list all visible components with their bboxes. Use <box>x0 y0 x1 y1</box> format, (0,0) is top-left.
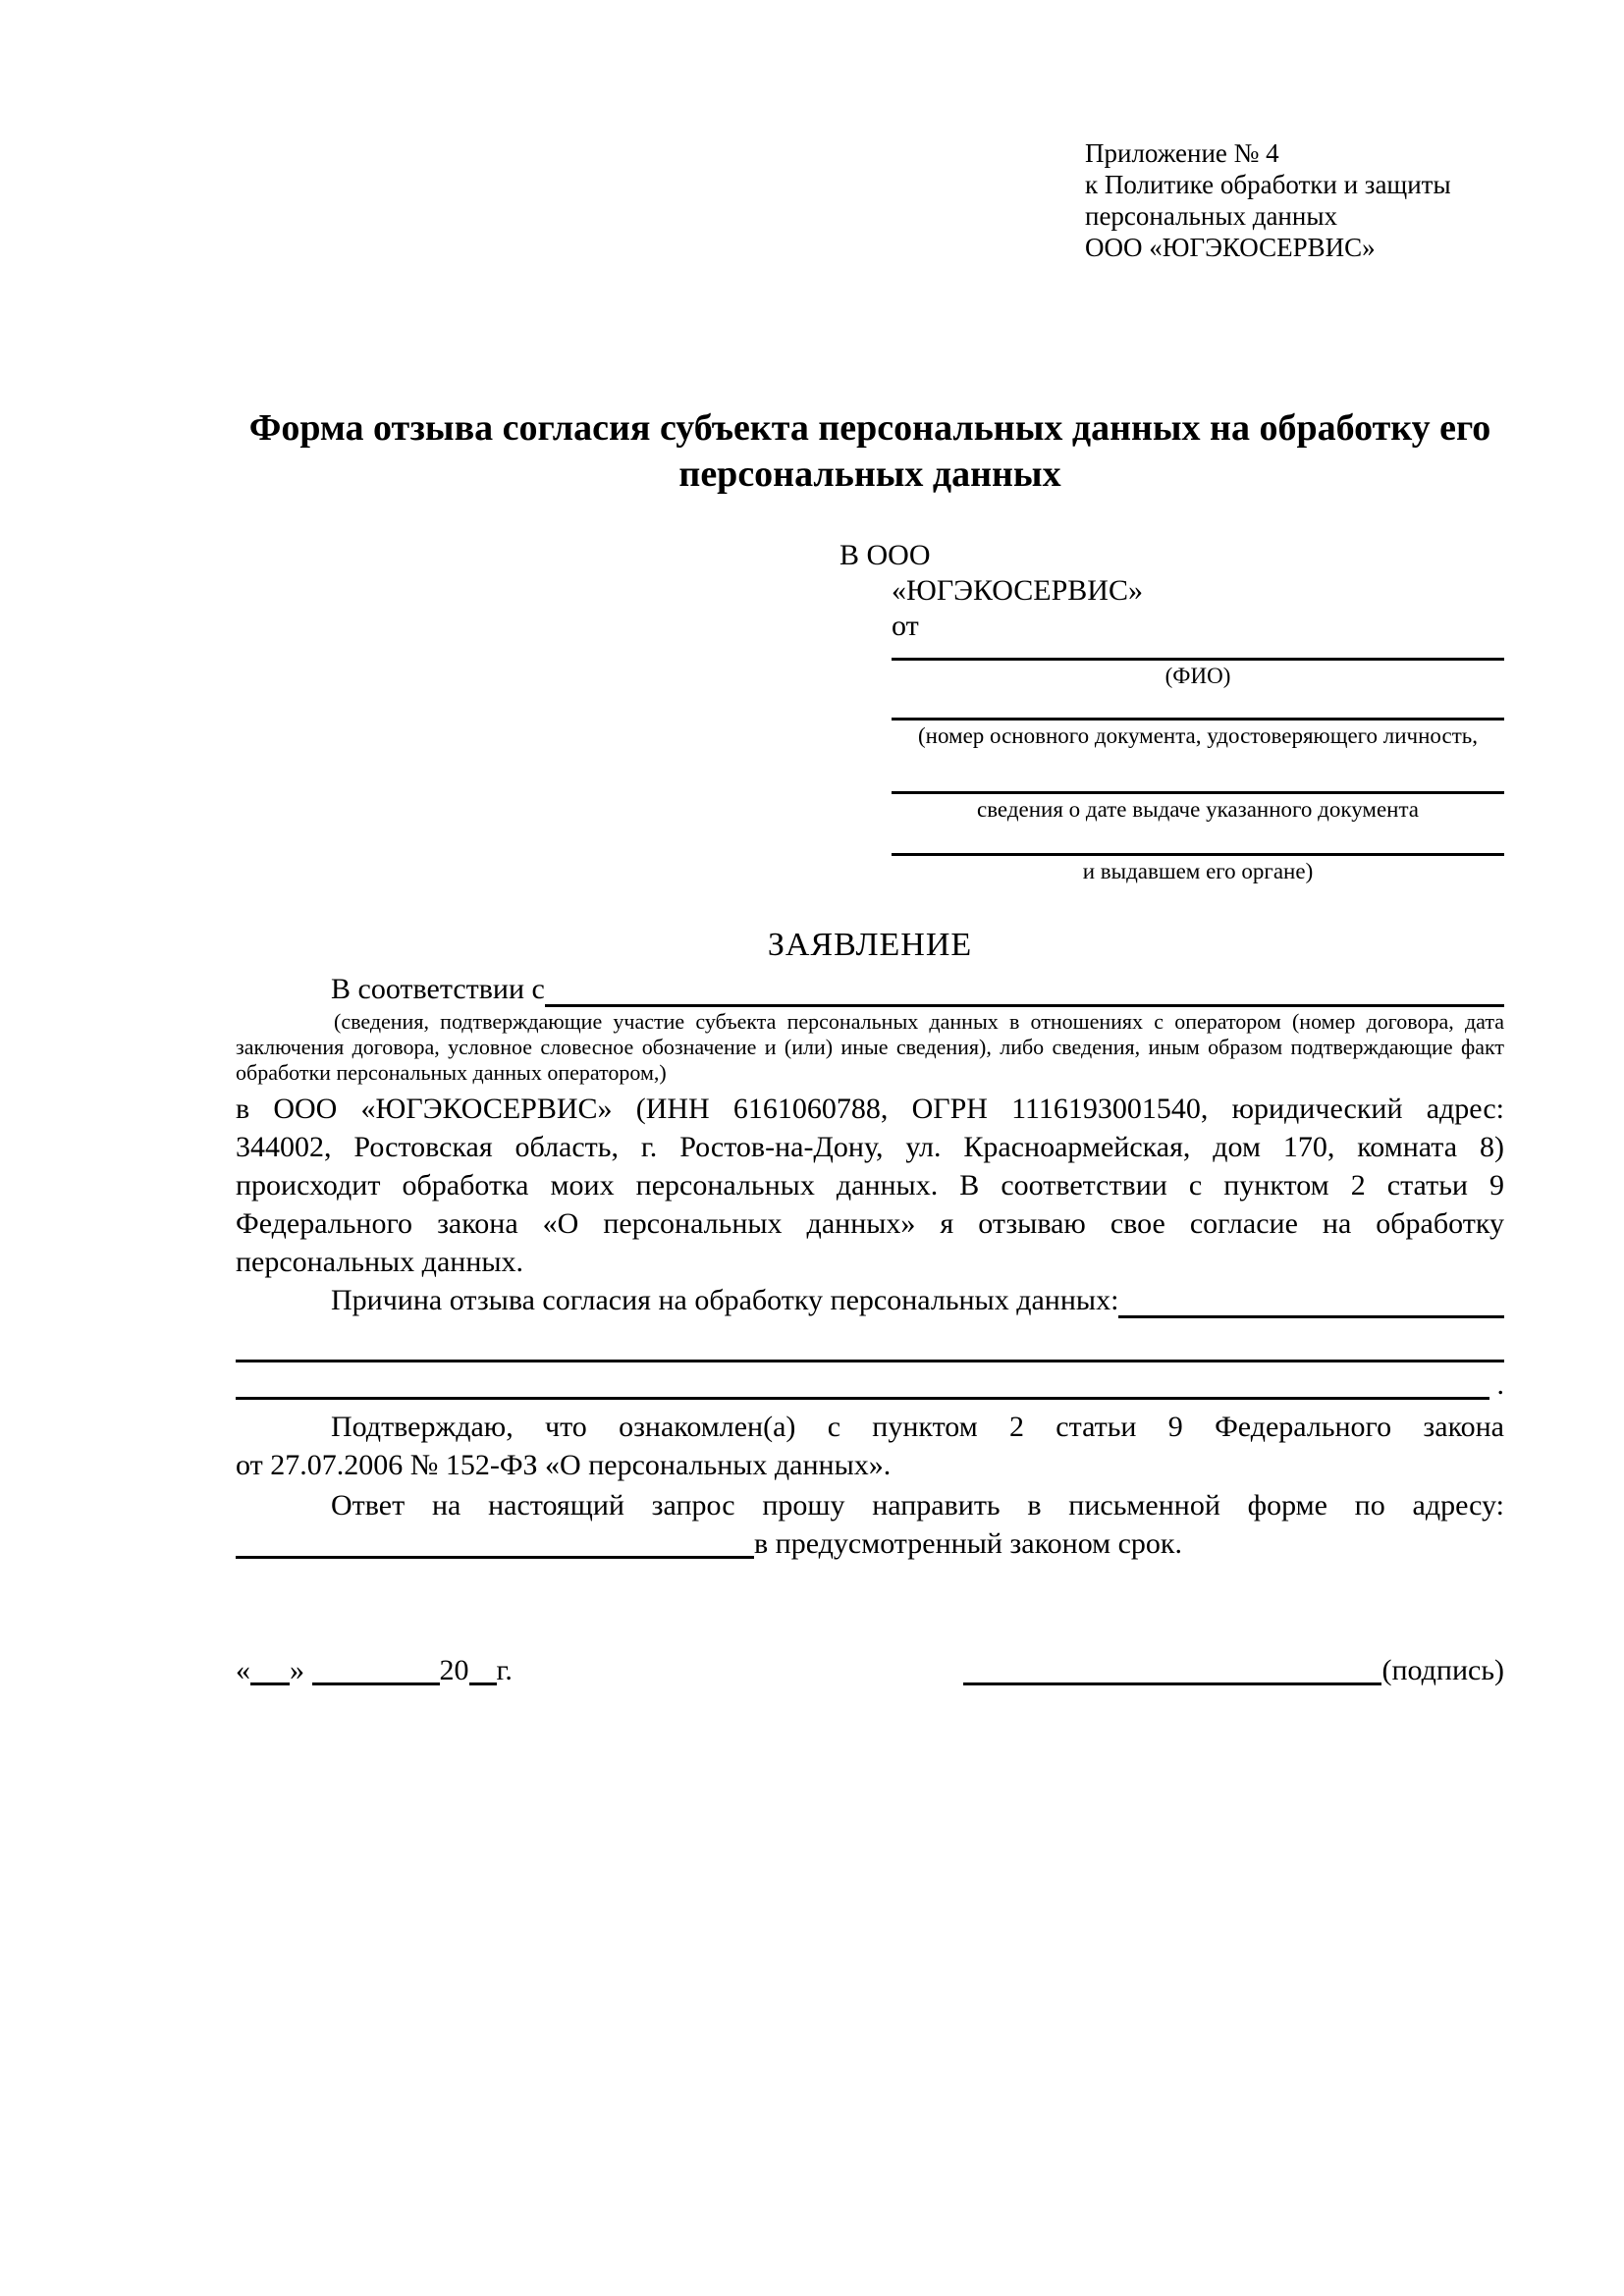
day-fill-line[interactable] <box>250 1682 290 1685</box>
year-fill-line[interactable] <box>469 1682 497 1685</box>
addressee-line-3: от <box>892 610 919 642</box>
accordance-fill-line[interactable] <box>545 970 1504 1007</box>
footnote-line: (сведения, подтверждающие участие субъекта персональных данных в отношениях с оператором (номер договора, дата <box>334 1009 1504 1034</box>
reason-line <box>236 1281 1504 1320</box>
reason-blank-line-2 <box>236 1362 1504 1400</box>
confirm-line: Подтверждаю, что ознакомлен(а) с пунктом 2 статьи 9 Федерального закона <box>331 1411 1504 1443</box>
statement-body-line: 344002, Ростовская область, г. Ростов-на-Дону, ул. Красноармейская, дом 170, комната 8) <box>236 1131 1504 1163</box>
date-signature-row <box>236 1651 1504 1690</box>
addressee-block <box>839 538 1504 885</box>
reason-fill-line-2[interactable] <box>236 1362 1489 1400</box>
issue-date-fill-line[interactable] <box>892 791 1504 794</box>
appendix-note-line: ООО «ЮГЭКОСЕРВИС» <box>1085 233 1376 262</box>
appendix-note-line: персональных данных <box>1085 201 1337 231</box>
reason-blank-line-1[interactable] <box>236 1320 1504 1362</box>
appendix-note <box>1085 137 1504 263</box>
statement-body <box>236 1090 1504 1281</box>
appendix-note-line: к Политике обработки и защиты <box>1085 170 1451 199</box>
document-content <box>236 137 1504 1690</box>
signature-group <box>963 1651 1504 1690</box>
reply-address-line <box>236 1524 1504 1563</box>
month-fill-line[interactable] <box>312 1682 440 1685</box>
footnote-line: заключения договора, условное словесное обозначение и (или) иные сведения), либо сведения, иным образом подтверждающие факт <box>236 1035 1504 1059</box>
issuing-authority-fill-line[interactable] <box>892 853 1504 856</box>
issuing-authority-caption: и выдавшем его органе) <box>1082 859 1314 883</box>
date-group <box>236 1651 513 1690</box>
footnote <box>236 1009 1504 1086</box>
statement-body-line: Федерального закона «О персональных данных» я отзываю свое согласие на обработку <box>236 1207 1504 1240</box>
reason-period: . <box>1496 1368 1504 1401</box>
issue-date-caption: сведения о дате выдаче указанного документа <box>976 797 1420 822</box>
footnote-line: обработки персональных данных оператором,) <box>236 1060 667 1085</box>
year-prefix: 20 <box>439 1654 469 1686</box>
confirm-paragraph <box>236 1408 1504 1484</box>
accordance-line <box>236 970 1504 1009</box>
document-number-caption: (номер основного документа, удостоверяющего личность, <box>917 723 1478 748</box>
appendix-note-line: Приложение № 4 <box>1085 138 1279 168</box>
year-suffix: г. <box>496 1654 513 1686</box>
statement-body-line: в ООО «ЮГЭКОСЕРВИС» (ИНН 6161060788, ОГРН 1116193001540, юридический адрес: <box>236 1093 1504 1125</box>
statement-body-line: персональных данных. <box>236 1246 524 1278</box>
accordance-prefix: В соответствии с <box>331 973 545 1005</box>
reply-paragraph <box>236 1486 1504 1563</box>
confirm-line: от 27.07.2006 № 152-ФЗ «О персональных данных». <box>236 1449 892 1481</box>
addressee-line-1: В ООО <box>839 539 931 571</box>
document-number-fill-line[interactable] <box>892 718 1504 721</box>
fio-caption: (ФИО) <box>1164 664 1231 688</box>
statement-body-line: происходит обработка моих персональных данных. В соответствии с пунктом 2 статьи 9 <box>236 1169 1504 1201</box>
reason-prefix: Причина отзыва согласия на обработку персональных данных: <box>331 1284 1119 1316</box>
fio-fill-line[interactable] <box>892 658 1504 661</box>
address-fill-line[interactable] <box>236 1556 754 1559</box>
addressee-line-2: «ЮГЭКОСЕРВИС» <box>892 574 1143 607</box>
date-quote-open: « <box>236 1654 250 1686</box>
reply-line: Ответ на настоящий запрос прошу направить в письменной форме по адресу: <box>331 1489 1504 1522</box>
date-quote-close: » <box>290 1654 304 1686</box>
signature-fill-line[interactable] <box>963 1682 1381 1685</box>
signature-caption: (подпись) <box>1381 1654 1504 1686</box>
reply-suffix: в предусмотренный законом срок. <box>754 1527 1182 1560</box>
statement-heading: ЗАЯВЛЕНИЕ <box>767 927 973 963</box>
reason-fill-line[interactable] <box>1118 1281 1504 1318</box>
document-title: Форма отзыва согласия субъекта персональных данных на обработку его персональных данных <box>248 407 1491 495</box>
